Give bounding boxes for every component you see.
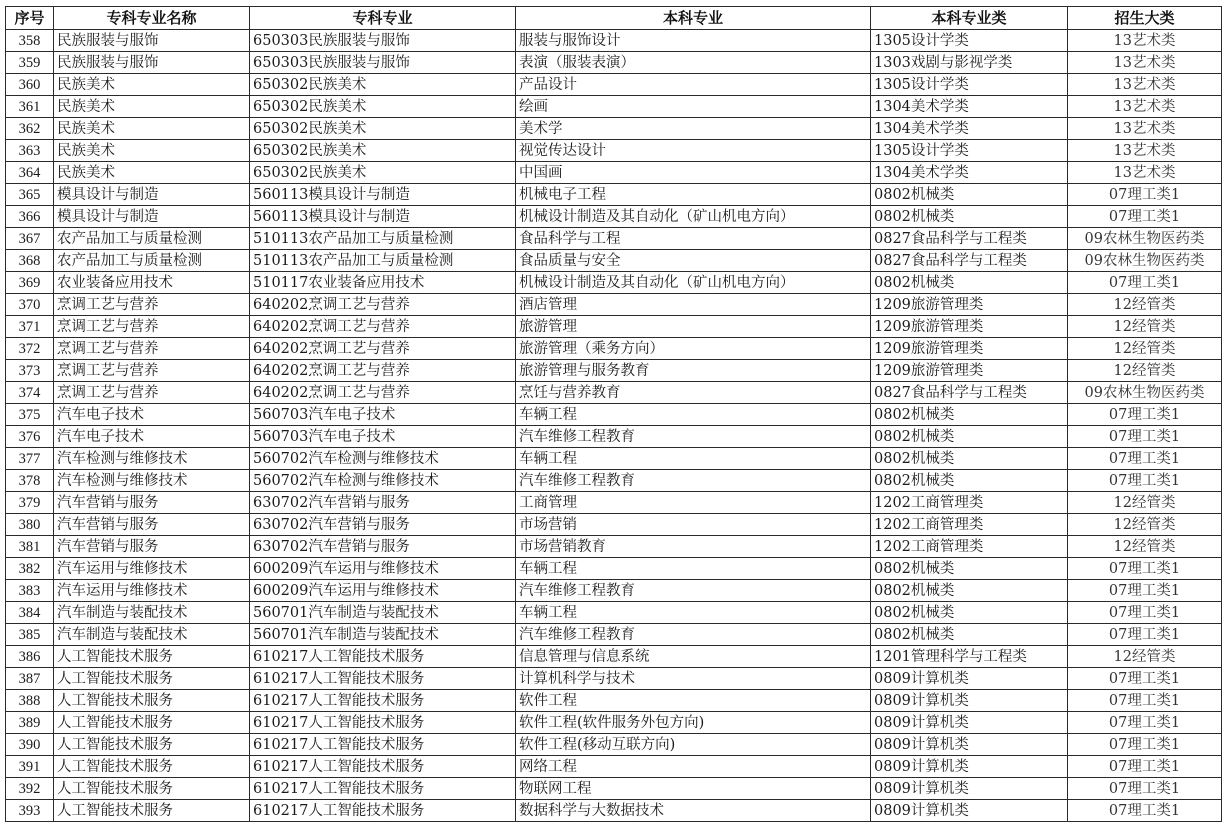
junior-major-cell: 510113农产品加工与质量检测 <box>250 228 516 250</box>
seq-cell: 379 <box>6 492 54 514</box>
seq-cell: 370 <box>6 294 54 316</box>
bachelor-major-cell: 软件工程(移动互联方向) <box>516 734 871 756</box>
junior-major-name-cell: 人工智能技术服务 <box>54 690 250 712</box>
table-row <box>6 624 1222 646</box>
bachelor-category-cell: 1209旅游管理类 <box>871 360 1068 382</box>
seq-cell: 361 <box>6 96 54 118</box>
bachelor-major-cell: 烹饪与营养教育 <box>516 382 871 404</box>
junior-major-name-cell: 民族美术 <box>54 162 250 184</box>
junior-major-name-cell: 汽车检测与维修技术 <box>54 448 250 470</box>
junior-major-name-cell: 汽车检测与维修技术 <box>54 470 250 492</box>
bachelor-major-cell: 信息管理与信息系统 <box>516 646 871 668</box>
bachelor-major-cell: 服装与服饰设计 <box>516 30 871 52</box>
seq-cell: 391 <box>6 756 54 778</box>
table-row <box>6 228 1222 250</box>
seq-cell: 376 <box>6 426 54 448</box>
admission-category-cell: 07理工类1 <box>1068 184 1222 206</box>
admission-category-cell: 07理工类1 <box>1068 470 1222 492</box>
junior-major-name-cell: 汽车电子技术 <box>54 426 250 448</box>
bachelor-category-cell: 0809计算机类 <box>871 690 1068 712</box>
junior-major-name-cell: 汽车营销与服务 <box>54 492 250 514</box>
bachelor-major-cell: 市场营销 <box>516 514 871 536</box>
junior-major-name-cell: 汽车运用与维修技术 <box>54 558 250 580</box>
seq-cell: 360 <box>6 74 54 96</box>
seq-cell: 393 <box>6 800 54 822</box>
bachelor-category-cell: 0802机械类 <box>871 580 1068 602</box>
admission-category-cell: 13艺术类 <box>1068 52 1222 74</box>
bachelor-category-cell: 0802机械类 <box>871 206 1068 228</box>
admission-category-cell: 07理工类1 <box>1068 778 1222 800</box>
bachelor-category-cell: 1209旅游管理类 <box>871 316 1068 338</box>
junior-major-cell: 560701汽车制造与装配技术 <box>250 624 516 646</box>
table-row <box>6 30 1222 52</box>
admission-category-cell: 13艺术类 <box>1068 74 1222 96</box>
junior-major-cell: 630702汽车营销与服务 <box>250 536 516 558</box>
table-row <box>6 206 1222 228</box>
table-row <box>6 118 1222 140</box>
junior-major-name-cell: 汽车营销与服务 <box>54 514 250 536</box>
seq-cell: 381 <box>6 536 54 558</box>
bachelor-major-cell: 绘画 <box>516 96 871 118</box>
seq-cell: 369 <box>6 272 54 294</box>
junior-major-name-cell: 农业装备应用技术 <box>54 272 250 294</box>
bachelor-major-cell: 工商管理 <box>516 492 871 514</box>
table-row <box>6 360 1222 382</box>
bachelor-major-cell: 食品科学与工程 <box>516 228 871 250</box>
bachelor-category-cell: 0809计算机类 <box>871 778 1068 800</box>
junior-major-name-cell: 民族服装与服饰 <box>54 52 250 74</box>
junior-major-cell: 560703汽车电子技术 <box>250 404 516 426</box>
table-row <box>6 448 1222 470</box>
admission-category-cell: 12经管类 <box>1068 492 1222 514</box>
seq-cell: 390 <box>6 734 54 756</box>
admission-category-cell: 12经管类 <box>1068 536 1222 558</box>
table-row <box>6 756 1222 778</box>
admission-category-cell: 13艺术类 <box>1068 30 1222 52</box>
junior-major-cell: 650302民族美术 <box>250 162 516 184</box>
admission-category-cell: 12经管类 <box>1068 360 1222 382</box>
seq-cell: 365 <box>6 184 54 206</box>
junior-major-name-cell: 人工智能技术服务 <box>54 734 250 756</box>
table-row <box>6 734 1222 756</box>
junior-major-name-cell: 汽车营销与服务 <box>54 536 250 558</box>
junior-major-cell: 640202烹调工艺与营养 <box>250 294 516 316</box>
junior-major-name-cell: 民族美术 <box>54 74 250 96</box>
bachelor-major-cell: 表演（服装表演） <box>516 52 871 74</box>
bachelor-category-cell: 0802机械类 <box>871 448 1068 470</box>
admission-category-cell: 07理工类1 <box>1068 712 1222 734</box>
junior-major-name-cell: 民族美术 <box>54 140 250 162</box>
bachelor-category-cell: 0802机械类 <box>871 602 1068 624</box>
seq-cell: 363 <box>6 140 54 162</box>
admission-category-cell: 09农林生物医药类 <box>1068 250 1222 272</box>
junior-major-name-cell: 人工智能技术服务 <box>54 778 250 800</box>
seq-cell: 387 <box>6 668 54 690</box>
bachelor-category-cell: 0809计算机类 <box>871 668 1068 690</box>
junior-major-name-cell: 汽车制造与装配技术 <box>54 602 250 624</box>
junior-major-name-cell: 汽车电子技术 <box>54 404 250 426</box>
seq-cell: 374 <box>6 382 54 404</box>
bachelor-category-cell: 0802机械类 <box>871 272 1068 294</box>
junior-major-cell: 640202烹调工艺与营养 <box>250 316 516 338</box>
junior-major-name-cell: 模具设计与制造 <box>54 206 250 228</box>
bachelor-major-cell: 机械设计制造及其自动化（矿山机电方向） <box>516 272 871 294</box>
junior-major-cell: 560701汽车制造与装配技术 <box>250 602 516 624</box>
bachelor-major-cell: 车辆工程 <box>516 602 871 624</box>
bachelor-category-cell: 0802机械类 <box>871 184 1068 206</box>
table-row <box>6 514 1222 536</box>
bachelor-category-cell: 1202工商管理类 <box>871 514 1068 536</box>
admission-category-cell: 12经管类 <box>1068 294 1222 316</box>
table-row <box>6 162 1222 184</box>
junior-major-cell: 640202烹调工艺与营养 <box>250 338 516 360</box>
bachelor-major-cell: 产品设计 <box>516 74 871 96</box>
junior-major-cell: 650302民族美术 <box>250 118 516 140</box>
junior-major-cell: 610217人工智能技术服务 <box>250 800 516 822</box>
junior-major-name-cell: 烹调工艺与营养 <box>54 316 250 338</box>
bachelor-category-cell: 1305设计学类 <box>871 74 1068 96</box>
table-row <box>6 272 1222 294</box>
table-row <box>6 778 1222 800</box>
table-row <box>6 536 1222 558</box>
bachelor-major-cell: 酒店管理 <box>516 294 871 316</box>
bachelor-category-cell: 0827食品科学与工程类 <box>871 250 1068 272</box>
admission-category-cell: 12经管类 <box>1068 514 1222 536</box>
table-row <box>6 184 1222 206</box>
seq-cell: 375 <box>6 404 54 426</box>
table-row <box>6 140 1222 162</box>
bachelor-category-cell: 1202工商管理类 <box>871 492 1068 514</box>
admission-category-cell: 07理工类1 <box>1068 602 1222 624</box>
admission-category-cell: 07理工类1 <box>1068 800 1222 822</box>
junior-major-cell: 650303民族服装与服饰 <box>250 52 516 74</box>
bachelor-category-cell: 0802机械类 <box>871 426 1068 448</box>
bachelor-major-cell: 车辆工程 <box>516 558 871 580</box>
admission-category-cell: 07理工类1 <box>1068 272 1222 294</box>
junior-major-cell: 630702汽车营销与服务 <box>250 492 516 514</box>
header-admission-category: 招生大类 <box>1068 7 1222 30</box>
seq-cell: 372 <box>6 338 54 360</box>
seq-cell: 368 <box>6 250 54 272</box>
admission-category-cell: 13艺术类 <box>1068 96 1222 118</box>
seq-cell: 392 <box>6 778 54 800</box>
junior-major-cell: 560702汽车检测与维修技术 <box>250 448 516 470</box>
seq-cell: 358 <box>6 30 54 52</box>
seq-cell: 373 <box>6 360 54 382</box>
bachelor-major-cell: 数据科学与大数据技术 <box>516 800 871 822</box>
seq-cell: 377 <box>6 448 54 470</box>
bachelor-category-cell: 1209旅游管理类 <box>871 294 1068 316</box>
junior-major-cell: 610217人工智能技术服务 <box>250 712 516 734</box>
junior-major-name-cell: 人工智能技术服务 <box>54 800 250 822</box>
seq-cell: 383 <box>6 580 54 602</box>
junior-major-name-cell: 汽车制造与装配技术 <box>54 624 250 646</box>
junior-major-cell: 650302民族美术 <box>250 74 516 96</box>
junior-major-cell: 610217人工智能技术服务 <box>250 646 516 668</box>
admission-category-cell: 09农林生物医药类 <box>1068 382 1222 404</box>
table-row <box>6 580 1222 602</box>
table-row <box>6 74 1222 96</box>
bachelor-major-cell: 汽车维修工程教育 <box>516 580 871 602</box>
junior-major-name-cell: 烹调工艺与营养 <box>54 382 250 404</box>
bachelor-category-cell: 0809计算机类 <box>871 756 1068 778</box>
table-row <box>6 404 1222 426</box>
seq-cell: 384 <box>6 602 54 624</box>
junior-major-cell: 640202烹调工艺与营养 <box>250 360 516 382</box>
junior-major-cell: 630702汽车营销与服务 <box>250 514 516 536</box>
junior-major-cell: 560113模具设计与制造 <box>250 184 516 206</box>
bachelor-category-cell: 0809计算机类 <box>871 712 1068 734</box>
admission-category-cell: 07理工类1 <box>1068 580 1222 602</box>
admission-category-cell: 12经管类 <box>1068 646 1222 668</box>
seq-cell: 385 <box>6 624 54 646</box>
admission-category-cell: 13艺术类 <box>1068 162 1222 184</box>
admission-category-cell: 13艺术类 <box>1068 140 1222 162</box>
table-row <box>6 426 1222 448</box>
bachelor-category-cell: 1305设计学类 <box>871 30 1068 52</box>
junior-major-name-cell: 民族美术 <box>54 96 250 118</box>
table-row <box>6 492 1222 514</box>
admission-category-cell: 07理工类1 <box>1068 206 1222 228</box>
bachelor-category-cell: 0809计算机类 <box>871 734 1068 756</box>
junior-major-cell: 610217人工智能技术服务 <box>250 756 516 778</box>
seq-cell: 378 <box>6 470 54 492</box>
junior-major-name-cell: 人工智能技术服务 <box>54 668 250 690</box>
junior-major-cell: 650302民族美术 <box>250 140 516 162</box>
junior-major-cell: 610217人工智能技术服务 <box>250 778 516 800</box>
seq-cell: 367 <box>6 228 54 250</box>
seq-cell: 366 <box>6 206 54 228</box>
table-row <box>6 470 1222 492</box>
admission-category-cell: 07理工类1 <box>1068 624 1222 646</box>
bachelor-major-cell: 汽车维修工程教育 <box>516 426 871 448</box>
seq-cell: 389 <box>6 712 54 734</box>
bachelor-major-cell: 中国画 <box>516 162 871 184</box>
seq-cell: 386 <box>6 646 54 668</box>
seq-cell: 362 <box>6 118 54 140</box>
bachelor-category-cell: 1305设计学类 <box>871 140 1068 162</box>
bachelor-category-cell: 0802机械类 <box>871 470 1068 492</box>
seq-cell: 371 <box>6 316 54 338</box>
bachelor-major-cell: 汽车维修工程教育 <box>516 470 871 492</box>
junior-major-name-cell: 烹调工艺与营养 <box>54 360 250 382</box>
junior-major-name-cell: 烹调工艺与营养 <box>54 294 250 316</box>
admission-category-cell: 12经管类 <box>1068 338 1222 360</box>
bachelor-category-cell: 1202工商管理类 <box>871 536 1068 558</box>
junior-major-cell: 650303民族服装与服饰 <box>250 30 516 52</box>
header-bachelor-major: 本科专业 <box>516 7 871 30</box>
seq-cell: 388 <box>6 690 54 712</box>
junior-major-cell: 510117农业装备应用技术 <box>250 272 516 294</box>
junior-major-name-cell: 人工智能技术服务 <box>54 712 250 734</box>
seq-cell: 382 <box>6 558 54 580</box>
admissions-table <box>5 6 1222 822</box>
bachelor-category-cell: 0802机械类 <box>871 558 1068 580</box>
admission-category-cell: 13艺术类 <box>1068 118 1222 140</box>
bachelor-category-cell: 1304美术学类 <box>871 118 1068 140</box>
table-row <box>6 382 1222 404</box>
bachelor-major-cell: 旅游管理（乘务方向） <box>516 338 871 360</box>
bachelor-major-cell: 机械设计制造及其自动化（矿山机电方向） <box>516 206 871 228</box>
bachelor-major-cell: 汽车维修工程教育 <box>516 624 871 646</box>
junior-major-name-cell: 人工智能技术服务 <box>54 646 250 668</box>
table-row <box>6 602 1222 624</box>
junior-major-name-cell: 烹调工艺与营养 <box>54 338 250 360</box>
junior-major-name-cell: 农产品加工与质量检测 <box>54 250 250 272</box>
bachelor-major-cell: 机械电子工程 <box>516 184 871 206</box>
junior-major-cell: 560113模具设计与制造 <box>250 206 516 228</box>
table-row <box>6 558 1222 580</box>
header-seq: 序号 <box>6 7 54 30</box>
bachelor-major-cell: 车辆工程 <box>516 404 871 426</box>
junior-major-name-cell: 农产品加工与质量检测 <box>54 228 250 250</box>
table-row <box>6 800 1222 822</box>
seq-cell: 380 <box>6 514 54 536</box>
bachelor-category-cell: 1209旅游管理类 <box>871 338 1068 360</box>
junior-major-name-cell: 人工智能技术服务 <box>54 756 250 778</box>
bachelor-category-cell: 0802机械类 <box>871 624 1068 646</box>
bachelor-major-cell: 市场营销教育 <box>516 536 871 558</box>
junior-major-cell: 650302民族美术 <box>250 96 516 118</box>
table-body <box>6 30 1222 822</box>
table-row <box>6 690 1222 712</box>
junior-major-cell: 610217人工智能技术服务 <box>250 668 516 690</box>
bachelor-major-cell: 软件工程(软件服务外包方向) <box>516 712 871 734</box>
bachelor-major-cell: 旅游管理 <box>516 316 871 338</box>
admission-category-cell: 07理工类1 <box>1068 404 1222 426</box>
bachelor-major-cell: 软件工程 <box>516 690 871 712</box>
bachelor-category-cell: 1201管理科学与工程类 <box>871 646 1068 668</box>
table-row <box>6 316 1222 338</box>
admission-category-cell: 07理工类1 <box>1068 426 1222 448</box>
junior-major-cell: 600209汽车运用与维修技术 <box>250 558 516 580</box>
admission-category-cell: 07理工类1 <box>1068 668 1222 690</box>
junior-major-cell: 600209汽车运用与维修技术 <box>250 580 516 602</box>
junior-major-name-cell: 模具设计与制造 <box>54 184 250 206</box>
junior-major-name-cell: 民族服装与服饰 <box>54 30 250 52</box>
junior-major-cell: 560703汽车电子技术 <box>250 426 516 448</box>
junior-major-cell: 610217人工智能技术服务 <box>250 734 516 756</box>
bachelor-category-cell: 1304美术学类 <box>871 162 1068 184</box>
bachelor-category-cell: 0827食品科学与工程类 <box>871 382 1068 404</box>
table-row <box>6 250 1222 272</box>
table-row <box>6 338 1222 360</box>
header-junior-major-name: 专科专业名称 <box>54 7 250 30</box>
admission-category-cell: 07理工类1 <box>1068 734 1222 756</box>
admission-category-cell: 09农林生物医药类 <box>1068 228 1222 250</box>
bachelor-major-cell: 美术学 <box>516 118 871 140</box>
junior-major-name-cell: 汽车运用与维修技术 <box>54 580 250 602</box>
admission-category-cell: 07理工类1 <box>1068 558 1222 580</box>
bachelor-category-cell: 0802机械类 <box>871 404 1068 426</box>
table-row <box>6 712 1222 734</box>
bachelor-category-cell: 0827食品科学与工程类 <box>871 228 1068 250</box>
table-row <box>6 668 1222 690</box>
table-row <box>6 52 1222 74</box>
bachelor-major-cell: 车辆工程 <box>516 448 871 470</box>
header-junior-major: 专科专业 <box>250 7 516 30</box>
junior-major-name-cell: 民族美术 <box>54 118 250 140</box>
bachelor-major-cell: 旅游管理与服务教育 <box>516 360 871 382</box>
table-row <box>6 646 1222 668</box>
seq-cell: 359 <box>6 52 54 74</box>
header-bachelor-category: 本科专业类 <box>871 7 1068 30</box>
table-row <box>6 96 1222 118</box>
junior-major-cell: 640202烹调工艺与营养 <box>250 382 516 404</box>
header-row <box>6 7 1222 30</box>
junior-major-cell: 510113农产品加工与质量检测 <box>250 250 516 272</box>
bachelor-category-cell: 1303戏剧与影视学类 <box>871 52 1068 74</box>
admission-category-cell: 12经管类 <box>1068 316 1222 338</box>
bachelor-major-cell: 物联网工程 <box>516 778 871 800</box>
admission-category-cell: 07理工类1 <box>1068 756 1222 778</box>
admission-category-cell: 07理工类1 <box>1068 690 1222 712</box>
table-row <box>6 294 1222 316</box>
junior-major-cell: 560702汽车检测与维修技术 <box>250 470 516 492</box>
bachelor-category-cell: 0809计算机类 <box>871 800 1068 822</box>
bachelor-major-cell: 视觉传达设计 <box>516 140 871 162</box>
seq-cell: 364 <box>6 162 54 184</box>
bachelor-major-cell: 计算机科学与技术 <box>516 668 871 690</box>
admission-category-cell: 07理工类1 <box>1068 448 1222 470</box>
bachelor-category-cell: 1304美术学类 <box>871 96 1068 118</box>
bachelor-major-cell: 网络工程 <box>516 756 871 778</box>
junior-major-cell: 610217人工智能技术服务 <box>250 690 516 712</box>
bachelor-major-cell: 食品质量与安全 <box>516 250 871 272</box>
